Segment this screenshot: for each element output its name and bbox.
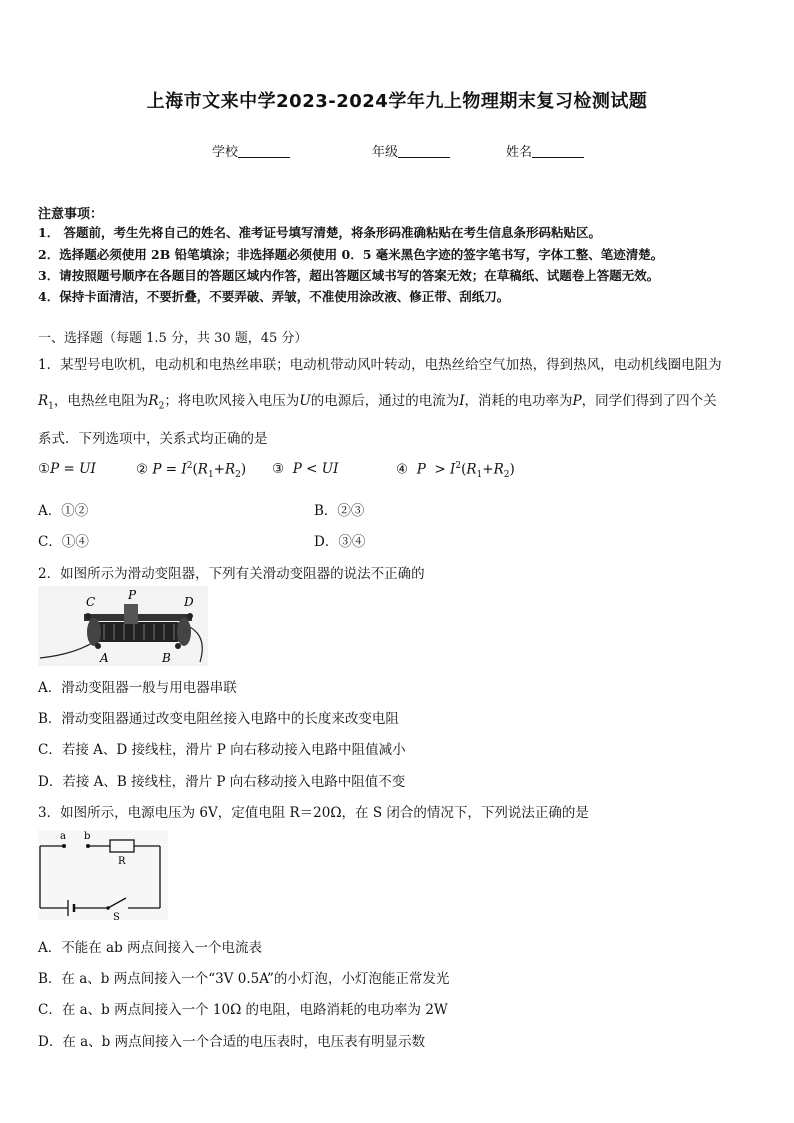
school-blank[interactable] bbox=[238, 144, 290, 158]
label-c: C bbox=[86, 595, 96, 609]
label-b: B bbox=[162, 651, 171, 665]
page-title: 上海市文来中学2023-2024学年九上物理期末复习检测试题 bbox=[146, 91, 648, 112]
q2-choice-a[interactable]: A．滑动变阻器一般与用电器串联 bbox=[38, 680, 237, 696]
label-r: R bbox=[118, 856, 126, 867]
notice-item: 1． 答题前，考生先将自己的姓名、准考证号填写清楚，将条形码准确粘贴在考生信息条形码粘贴区。 bbox=[38, 225, 602, 240]
notice-item: 3．请按照题号顺序在各题目的答题区域内作答，超出答题区域书写的答案无效；在草稿纸、试题卷上答题无效。 bbox=[38, 268, 660, 283]
grade-blank[interactable] bbox=[398, 144, 450, 158]
left-end-cap bbox=[87, 618, 101, 646]
q1-choice-d[interactable]: D．③④ bbox=[314, 534, 366, 550]
label-p: P bbox=[128, 588, 137, 602]
figure-background bbox=[38, 830, 168, 920]
circuit-figure bbox=[38, 830, 168, 920]
terminal-b bbox=[86, 844, 90, 848]
q3-choice-a[interactable]: A．不能在 ab 两点间接入一个电流表 bbox=[38, 940, 263, 956]
terminal-b bbox=[175, 643, 181, 649]
terminal-c bbox=[85, 613, 91, 619]
terminal-a bbox=[95, 643, 101, 649]
resistance-coil bbox=[96, 622, 180, 642]
q1-relation-2: ② $P = I^2(R_1+R_2)$ bbox=[136, 461, 247, 481]
label-d: D bbox=[184, 595, 194, 609]
name-field[interactable] bbox=[506, 141, 584, 160]
q1-choice-a[interactable]: A．①② bbox=[38, 503, 89, 519]
right-end-cap bbox=[177, 618, 191, 646]
section-heading: 一、选择题（每题 1.5 分，共 30 题，45 分） bbox=[38, 331, 308, 346]
grade-field[interactable] bbox=[372, 141, 450, 160]
notice-heading: 注意事项： bbox=[38, 207, 104, 222]
name-label: 姓名 bbox=[506, 145, 533, 160]
terminal-a bbox=[62, 844, 66, 848]
school-label: 学校 bbox=[212, 145, 239, 160]
terminal-d bbox=[187, 613, 193, 619]
q1-relation-3: ③ P < UI bbox=[272, 461, 339, 477]
rheostat-figure bbox=[38, 586, 208, 666]
label-b: b bbox=[84, 831, 91, 842]
q1-choice-c[interactable]: C．①④ bbox=[38, 534, 89, 550]
q2-stem: 2．如图所示为滑动变阻器，下列有关滑动变阻器的说法不正确的 bbox=[38, 566, 425, 582]
q2-choice-c[interactable]: C．若接 A、D 接线柱，滑片 P 向右移动接入电路中阻值减小 bbox=[38, 742, 406, 758]
q1-relation-1: ①P = UI bbox=[38, 461, 96, 477]
name-blank[interactable] bbox=[532, 144, 584, 158]
school-field[interactable] bbox=[212, 141, 290, 160]
q1-stem-line1: 1．某型号电吹机，电动机和电热丝串联；电动机带动风叶转动，电热丝给空气加热，得到热风，电动机线圈电阻为 bbox=[38, 357, 722, 373]
label-a: a bbox=[60, 831, 66, 842]
q3-choice-c[interactable]: C．在 a、b 两点间接入一个 10Ω 的电阻，电路消耗的电功率为 2W bbox=[38, 1002, 448, 1018]
q3-choice-b[interactable]: B．在 a、b 两点间接入一个“3V 0.5A”的小灯泡，小灯泡能正常发光 bbox=[38, 971, 450, 987]
q2-choice-d[interactable]: D．若接 A、B 接线柱，滑片 P 向右移动接入电路中阻值不变 bbox=[38, 774, 406, 790]
q3-stem: 3．如图所示，电源电压为 6V，定值电阻 R＝20Ω，在 S 闭合的情况下，下列说法正确的是 bbox=[38, 805, 589, 821]
slider-p bbox=[124, 604, 138, 624]
grade-label: 年级 bbox=[372, 145, 399, 160]
notice-item: 4．保持卡面清洁，不要折叠，不要弄破、弄皱，不准使用涂改液、修正带、刮纸刀。 bbox=[38, 289, 510, 304]
label-s: S bbox=[113, 912, 120, 920]
q3-choice-d[interactable]: D．在 a、b 两点间接入一个合适的电压表时，电压表有明显示数 bbox=[38, 1034, 426, 1050]
q1-stem-line2: $R_1$，电热丝电阻为$R_2$；将电吹风接入电压为U的电源后，通过的电流为I，消耗的电功率为P，同学们得到了四个关 bbox=[38, 393, 717, 412]
q1-relation-4: ④ $P > I^2(R_1+R_2)$ bbox=[396, 461, 515, 481]
label-a: A bbox=[100, 651, 109, 665]
q2-choice-b[interactable]: B．滑动变阻器通过改变电阻丝接入电路中的长度来改变电阻 bbox=[38, 711, 399, 727]
q1-stem-line3: 系式．下列选项中，关系式均正确的是 bbox=[38, 431, 268, 447]
notice-item: 2．选择题必须使用 2B 铅笔填涂；非选择题必须使用 0．5 毫米黑色字迹的签字笔书写，字体工整、笔迹清楚。 bbox=[38, 247, 664, 262]
q1-choice-b[interactable]: B．②③ bbox=[314, 503, 365, 519]
